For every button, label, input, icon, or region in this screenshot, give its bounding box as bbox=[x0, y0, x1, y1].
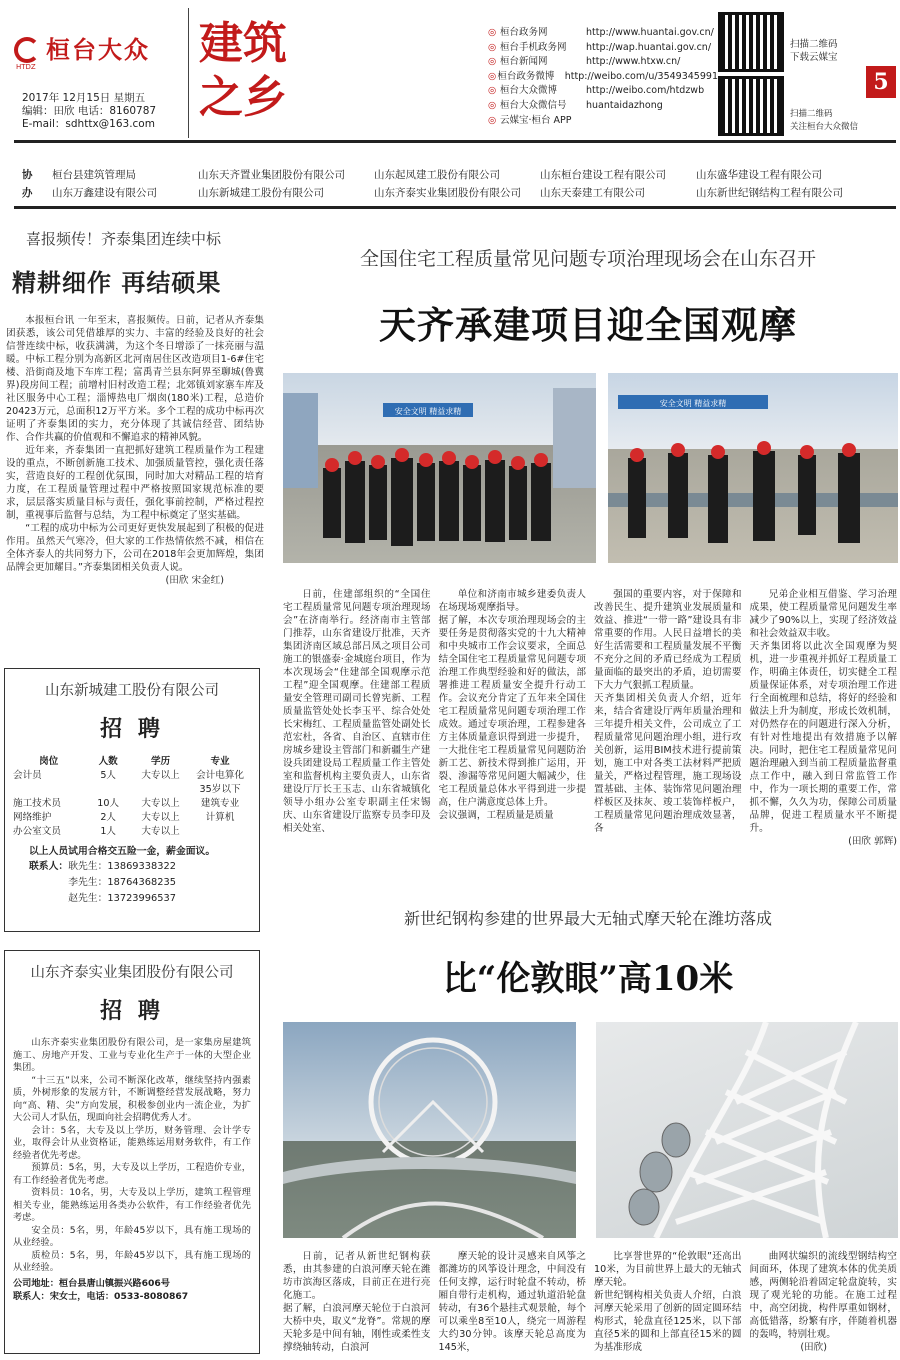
ad2-title: 招 聘 bbox=[100, 998, 164, 1024]
link-url[interactable]: http://wap.huantai.gov.cn/ bbox=[586, 41, 712, 53]
ad2-position-item: 资料员：10名，男，大专及以上学历，建筑工程管理相关专业，能熟练运用各类办公软件，有工作经验者优先考虑。 bbox=[13, 1187, 251, 1223]
logo-text: 桓台大众 bbox=[46, 34, 150, 64]
bullet-icon: ◎ bbox=[488, 99, 497, 111]
link-list bbox=[488, 26, 718, 128]
ad1-contact: 赵先生：13723996537 bbox=[68, 893, 176, 904]
recruit-ad-xincheng bbox=[4, 668, 260, 932]
qr2-label-line-1: 扫描二维码 bbox=[790, 109, 833, 119]
ad1-contact: 耿先生：13869338322 bbox=[68, 861, 176, 872]
ad1-title: 招 聘 bbox=[100, 716, 164, 742]
site-banner-2-text: 安全文明 精益求精 bbox=[659, 399, 727, 408]
story2-photo-2 bbox=[596, 1022, 898, 1238]
link-name: 桓台大众微信号 bbox=[500, 99, 567, 111]
sponsor-name: 山东齐泰实业集团股份有限公司 bbox=[374, 187, 521, 199]
story1-body bbox=[283, 588, 897, 848]
sponsor-name: 山东天齐置业集团股份有限公司 bbox=[198, 169, 345, 181]
ad1-table-row bbox=[13, 797, 251, 811]
ferris-wheel-photo-svg bbox=[283, 1022, 576, 1238]
story1-col-4-wrap bbox=[750, 588, 898, 848]
story1-photo-2 bbox=[608, 373, 898, 563]
story2-col-2: 摩天轮的设计灵感来自风筝之都潍坊的风筝设计理念，中间没有任何支撑，运行时轮盘不转动，桥厢自带行走机构，通过轨道沿轮盘转动，有36个悬挂式观景舱，每个可以乘坐8至10人，绕完一周游程大约30分钟。该摩天轮总高度为145米， bbox=[438, 1251, 586, 1353]
sponsor-name: 山东天泰建工有限公司 bbox=[540, 187, 645, 199]
story1-subhead: 全国住宅工程质量常见问题专项治理现场会在山东召开 bbox=[359, 248, 816, 270]
left-story-p1: 本报桓台讯 一年至末，喜报频传。日前，记者从齐泰集团获悉，该公司凭借雄厚的实力、丰富的经验及良好的社会信誉连续中标，收获满满，为这个冬日增添了一抹亮丽与温暖。中标工程分别为高新区北河南居住区改造项目1-6#住宅楼、沿街商及地下车库工程；富禹青兰县东阿界至聊城(鲁冀界)段房间工程；前增村旧村改造工程；北郊镇刘家寨车库及社区服务中心工程；淄博热电厂烟囱(180米)工程，总造价20423万元，总面积12万平方米。多个工程的成功中标再次证明了齐泰集团的实力，充分体现了其诚信经营、团结协作、合作共赢的价值观和不懈追求的精神风貌。 bbox=[6, 315, 264, 443]
section-title-line-2: 之乡 bbox=[199, 72, 287, 123]
bullet-icon: ◎ bbox=[488, 70, 497, 82]
issue-editor: 编辑：田欣 电话：8160787 bbox=[22, 105, 157, 117]
link-row[interactable] bbox=[488, 55, 718, 70]
issue-date: 2017年 12月15日 星期五 bbox=[22, 92, 146, 104]
link-url[interactable]: http://www.htxw.cn/ bbox=[586, 56, 681, 68]
story1-headline: 天齐承建项目迎全国观摩 bbox=[379, 303, 797, 347]
ad2-position-list bbox=[13, 1125, 251, 1275]
ad1-contact: 李先生：18764368235 bbox=[68, 877, 176, 888]
link-url[interactable]: http://weibo.com/htdzwb bbox=[586, 85, 705, 97]
story1-photo-1 bbox=[283, 373, 596, 563]
ad2-address: 公司地址：桓台县唐山镇振兴路606号 bbox=[13, 1277, 170, 1289]
ad2-position-item: 会计：5名，大专及以上学历，财务管理、会计学专业，取得会计从业资格证，能熟练运用财务软件，有工作经验者优先考虑。 bbox=[13, 1124, 251, 1161]
sponsor-label-1: 协 bbox=[22, 169, 33, 181]
issue-email: E-mail：sdhttx@163.com bbox=[22, 118, 155, 130]
ferris-wheel-support bbox=[383, 1102, 483, 1152]
ad1-cell: 建筑专业 bbox=[200, 798, 240, 809]
bullet-icon: ◎ bbox=[488, 27, 497, 38]
logo-mark-icon bbox=[14, 37, 40, 63]
link-name: 桓台大众微博 bbox=[500, 85, 558, 97]
qr-code-download bbox=[718, 12, 784, 72]
ad1-cell: 会计员 bbox=[13, 770, 42, 781]
logo-small-text: HTDZ bbox=[16, 62, 36, 71]
link-name: 云媒宝·桓台 APP bbox=[500, 114, 572, 126]
ad1-cell: 大专以上 bbox=[141, 770, 180, 781]
story2-byline: (田欣) bbox=[800, 1342, 827, 1353]
left-story bbox=[6, 228, 264, 587]
ad1-cell: 网络维护 bbox=[13, 812, 52, 823]
link-row[interactable] bbox=[488, 114, 718, 129]
sponsor-row-1 bbox=[52, 166, 866, 184]
masthead bbox=[0, 0, 900, 140]
ad1-company: 山东新城建工股份有限公司 bbox=[45, 683, 219, 699]
story2-headline: 比“伦敦眼”高10米 bbox=[442, 959, 734, 999]
story1-col-2: 单位和济南市城乡建委负责人在场现场观摩指导。 据了解，本次专项治理现场会的主要任务是贯彻落实党的十九大精神和中央城市工作会议要求，全面总结全国住宅工程质量常见问题专项治理工作典型经验和好的做法，部署推进工程质量安全提升行动工作。会议充分肯定了五年来全国住宅工程质量常见问题专项治理工作成效。通过专项治理，工程参建各方主体质量意识得到进一步提升，一大批住宅工程质量常见问题防治新工艺、新技术得到推广运用，开裂、渗漏等常见问题大幅减少，住宅工程质量总体水平得到进一步提高，住户满意度总体上升。 会议强调，工程质量是质量 bbox=[438, 589, 586, 821]
qr1-label bbox=[790, 38, 870, 64]
ad1-col-header: 人数 bbox=[98, 756, 118, 767]
story1-col-4: 兄弟企业相互借鉴、学习治理成果，使工程质量常见问题发生率减少了90%以上，实现了经济效益和社会效益双丰收。 天齐集团将以此次全国观摩为契机，进一步重视并抓好工程质量工作，明确主体责任，切实健全工程质量保证体系，对专项治理工作进行全面梳理和总结，将好的经验和做法上升为制度，形成长效机制，对仍然存在的问题进行深入分析，有针对性地提出有效措施予以解决。同时，把住宅工程质量常见问题治理融入到当前工程质量监督重点工作中，融入到日常监管工作中，作为一项长期的重要工作，常抓不懈，久久为功，保障公司质量品牌，促进工程质量水平不断提升。 bbox=[749, 589, 897, 834]
sponsor-name: 山东桓台建设工程有限公司 bbox=[540, 169, 666, 181]
recruit-ad-qitai bbox=[4, 950, 260, 1354]
left-story-headline: 精耕细作 再结硕果 bbox=[12, 268, 222, 297]
sponsor-name: 山东新城建工股份有限公司 bbox=[198, 187, 324, 199]
link-url[interactable]: http://www.huantai.gov.cn/ bbox=[586, 27, 714, 38]
page-number: 5 bbox=[866, 66, 896, 98]
story2-col-1: 日前，记者从新世纪钢构获悉，由其参建的白浪河摩天轮在潍坊市滨海区落成，目前正在进行亮化施工。 据了解，白浪河摩天轮位于白浪河大桥中央，取义“龙脊”。常规的摩天轮多是中间有轴，刚性或柔性支撑绕轴转动，白浪河 bbox=[283, 1251, 431, 1353]
sponsor-name: 山东盛华建设工程有限公司 bbox=[696, 169, 822, 181]
link-url[interactable]: http://weibo.com/u/3549345991 bbox=[564, 70, 718, 82]
section-title-line-1: 建筑 bbox=[199, 18, 287, 69]
ad1-cell: 施工技术员 bbox=[13, 798, 61, 809]
story2 bbox=[280, 906, 896, 1000]
ad1-col-header: 学历 bbox=[150, 756, 171, 767]
ad2-position-item: 安全员：5名，男，年龄45岁以下，具有施工现场的从业经验。 bbox=[13, 1224, 251, 1248]
link-name: 桓台政务微博 bbox=[497, 70, 555, 82]
qr1-label-line-1: 扫描二维码 bbox=[790, 39, 838, 50]
ad1-cell: 2人 bbox=[100, 812, 117, 823]
crowd bbox=[323, 458, 551, 546]
ad1-job-table bbox=[13, 755, 251, 839]
building-right bbox=[553, 388, 596, 488]
story1-photo-2-svg bbox=[608, 373, 898, 563]
story1 bbox=[280, 244, 896, 349]
ad1-cell: 办公室文员 bbox=[13, 826, 61, 837]
steel-structure-photo-svg bbox=[596, 1022, 898, 1238]
link-name: 桓台政务网 bbox=[500, 27, 548, 38]
qr-code-wechat bbox=[718, 76, 784, 136]
ad1-cell: 大专以上 bbox=[141, 812, 180, 823]
building-left bbox=[283, 393, 318, 488]
qr2-label-line-2: 关注桓台大众微信 bbox=[790, 122, 859, 132]
ad1-cell: 计算机 bbox=[205, 812, 235, 823]
story2-body bbox=[283, 1250, 897, 1354]
ad1-col-header: 岗位 bbox=[39, 756, 59, 767]
ad1-cell: 1人 bbox=[100, 826, 117, 837]
ad1-cell bbox=[13, 783, 84, 797]
ad1-contact-label: 联系人： bbox=[29, 861, 69, 872]
section-title bbox=[188, 8, 308, 138]
ad1-note: 以上人员试用合格交五险一金，薪金面议。 bbox=[29, 846, 216, 857]
sponsor-name: 山东新世纪钢结构工程有限公司 bbox=[696, 187, 843, 199]
ad2-position-item: 质检员：5名，男，年龄45岁以下，具有施工现场的从业经验。 bbox=[13, 1249, 251, 1273]
ad1-table-row bbox=[13, 825, 251, 839]
qr1-label-line-2: 下载云媒宝 bbox=[790, 52, 838, 63]
link-name: 桓台手机政务网 bbox=[500, 41, 567, 53]
link-row[interactable] bbox=[488, 99, 718, 114]
link-url[interactable]: huantaidazhong bbox=[586, 99, 663, 111]
ad1-contacts bbox=[13, 859, 251, 907]
bullet-icon: ◎ bbox=[488, 114, 497, 126]
ad1-cell: 10人 bbox=[97, 798, 120, 809]
ad1-cell: 35岁以下 bbox=[199, 784, 241, 795]
sponsor-row-2 bbox=[52, 184, 866, 202]
link-row[interactable] bbox=[488, 26, 718, 41]
sponsor-label-2: 办 bbox=[22, 187, 33, 199]
site-banner-text: 安全文明 精益求精 bbox=[394, 407, 462, 416]
story1-col-1: 日前，住建部组织的“全国住宅工程质量常见问题专项治理现场会”在济南举行。经济南市主管部门推荐，山东省建设厅批准，天齐集团济南区域总部吕凤之项目公司施工的银盛泰·金城庭台项目，作为本次现场会“住建部全国观摩示范工程”迎全国观摩。住建部工程质量安全管理司副司长曾宪新、工程质量监管处处长李玉平、综合处处长宋梅红、工程质量监管处副处长范宏杜，各省、自治区、直辖市住房城乡建设主管部门和新疆生产建设兵团建设局工程质量工作主管处室和监督机构主要负责人，山东省建设厅厅长王玉志、山东省城镇化领导小组办公室专职副主任宋锡庆、山东省建设厅监察专员李印及相关处室、 bbox=[283, 589, 431, 834]
left-story-p2: 近年来，齐泰集团一直把抓好建筑工程质量作为工程建设的重点，不断创新施工技术、加强质量管控，强化责任落实，营造良好的工程创优氛围，同时加大对精品工程的培育力度，在工程质量管理过程中严格按照国家规范标准的要求，层层落实质量目标与责任，强化事前控制，严格过程控制，重视事后监督与总结，为工程中标奠定了坚实基础。 bbox=[6, 445, 264, 521]
story2-col-4-wrap bbox=[750, 1250, 898, 1354]
bullet-icon: ◎ bbox=[488, 85, 497, 97]
ad1-table-row bbox=[13, 783, 251, 797]
link-row[interactable] bbox=[488, 70, 718, 85]
story1-byline: (田欣 郭辉) bbox=[848, 836, 897, 847]
link-row[interactable] bbox=[488, 41, 718, 56]
left-story-p3: “工程的成功中标为公司更好更快发展起到了积极的促进作用。虽然天气寒冷，但大家的工作热情依然不减，相信在全体齐泰人的共同努力下，公司在2018年会更加辉煌，集团品牌会更加耀目。”齐泰集团相关负责人说。 bbox=[6, 523, 264, 573]
story1-col-3: 强国的重要内容，对于保障和改善民生、提升建筑业发展质量和效益、推进“一带一路”建设具有非常重要的作用。人民日益增长的美好生活需要和工程质量发展不平衡不充分之间的矛盾已经成为工程质量面临的最突出的矛盾，迫切需要下大力气狠抓工程质量。 天齐集团相关负责人介绍，近年来，结合省建设厅两年质量治理和三年提升相关文件，公司成立了工程质量常见问题治理小组，进行攻关创新，运用BIM技术进行提前策划，施工中对各类工法材料严把质量关，严格过程管理，施工现场设置基础、主体、装饰常见问题治理样板区及抹灰、竣工装饰样板户，工程质量常见问题治理成效显著，各 bbox=[594, 589, 742, 834]
sponsor-name: 山东起凤建工股份有限公司 bbox=[374, 169, 500, 181]
ad1-table-row bbox=[13, 811, 251, 825]
qr2-label bbox=[790, 108, 880, 134]
ad1-cell: 大专以上 bbox=[141, 798, 180, 809]
story2-subhead: 新世纪钢构参建的世界最大无轴式摩天轮在潍坊落成 bbox=[403, 909, 772, 928]
bullet-icon: ◎ bbox=[488, 56, 497, 68]
left-story-byline: (田欣 宋金红) bbox=[165, 575, 224, 586]
ad2-company: 山东齐泰实业集团股份有限公司 bbox=[30, 965, 234, 981]
ad2-contact: 联系人：宋女士，电话：0533-8080867 bbox=[13, 1290, 189, 1302]
ad1-cell bbox=[189, 825, 251, 839]
masthead-rule bbox=[14, 140, 896, 143]
sponsor-name: 桓台县建筑管理局 bbox=[52, 169, 136, 181]
story1-photo-1-svg bbox=[283, 373, 596, 563]
helmets-2 bbox=[630, 441, 856, 462]
sponsor-name: 山东万鑫建设有限公司 bbox=[52, 187, 157, 199]
sponsor-bar bbox=[22, 166, 898, 202]
ad2-position-item: 预算员：5名，男，大专及以上学历，工程造价专业，有工作经验者优先考虑。 bbox=[13, 1162, 251, 1186]
issue-meta bbox=[22, 92, 192, 131]
story2-col-4: 曲网状编织的流线型钢结构空间面环，体现了建筑本体的优美质感，两侧轮沿着固定轮盘旋转，实现了观光轮的功能。在施工过程中，高空闭拢，构件厚重如钢材，高低错落，纷繁有序，伴随着机器的轰鸣，特别壮观。 bbox=[749, 1251, 897, 1340]
ad1-cell bbox=[132, 783, 189, 797]
story2-col-3: 比享誉世界的“伦敦眼”还高出10米，为目前世界上最大的无轴式摩天轮。 新世纪钢构相关负责人介绍，白浪河摩天轮采用了创新的固定圆环结构形式，轮盘直径125米，以下部直径5米的圆和上部直径15米的圆为基准形成 bbox=[594, 1251, 742, 1353]
ad1-cell bbox=[84, 783, 132, 797]
bridge-deck bbox=[283, 1157, 576, 1184]
ad2-intro: 山东齐泰实业集团股份有限公司，是一家集房屋建筑施工、房地产开发、工业与专业化生产于一体的大型企业集团。 bbox=[13, 1037, 251, 1073]
ad1-table-row bbox=[13, 769, 251, 783]
bullet-icon: ◎ bbox=[488, 41, 497, 53]
gondolas bbox=[629, 1123, 690, 1225]
ad1-col-header: 专业 bbox=[210, 756, 230, 767]
link-name: 桓台新闻网 bbox=[500, 56, 548, 68]
ad2-intro2: “十三五”以来，公司不断深化改革，继续坚持内强素质，外树形象的发展方针，不断调整经营发展战略，努力向“高、精、尖”方向发展，积极参创业内一流企业，为扩大公司人才队伍，现面向社会招聘优秀人才。 bbox=[13, 1074, 251, 1123]
ad1-cell: 会计电算化 bbox=[196, 770, 245, 781]
newspaper-logo bbox=[14, 30, 184, 70]
sponsor-rule bbox=[14, 206, 896, 209]
link-row[interactable] bbox=[488, 84, 718, 99]
left-story-kicker: 喜报频传！齐泰集团连续中标 bbox=[26, 230, 222, 248]
story2-photo-1 bbox=[283, 1022, 576, 1238]
ad1-cell: 5人 bbox=[100, 770, 117, 781]
ramp-road bbox=[343, 1204, 543, 1239]
ad1-cell: 大专以上 bbox=[141, 826, 180, 837]
